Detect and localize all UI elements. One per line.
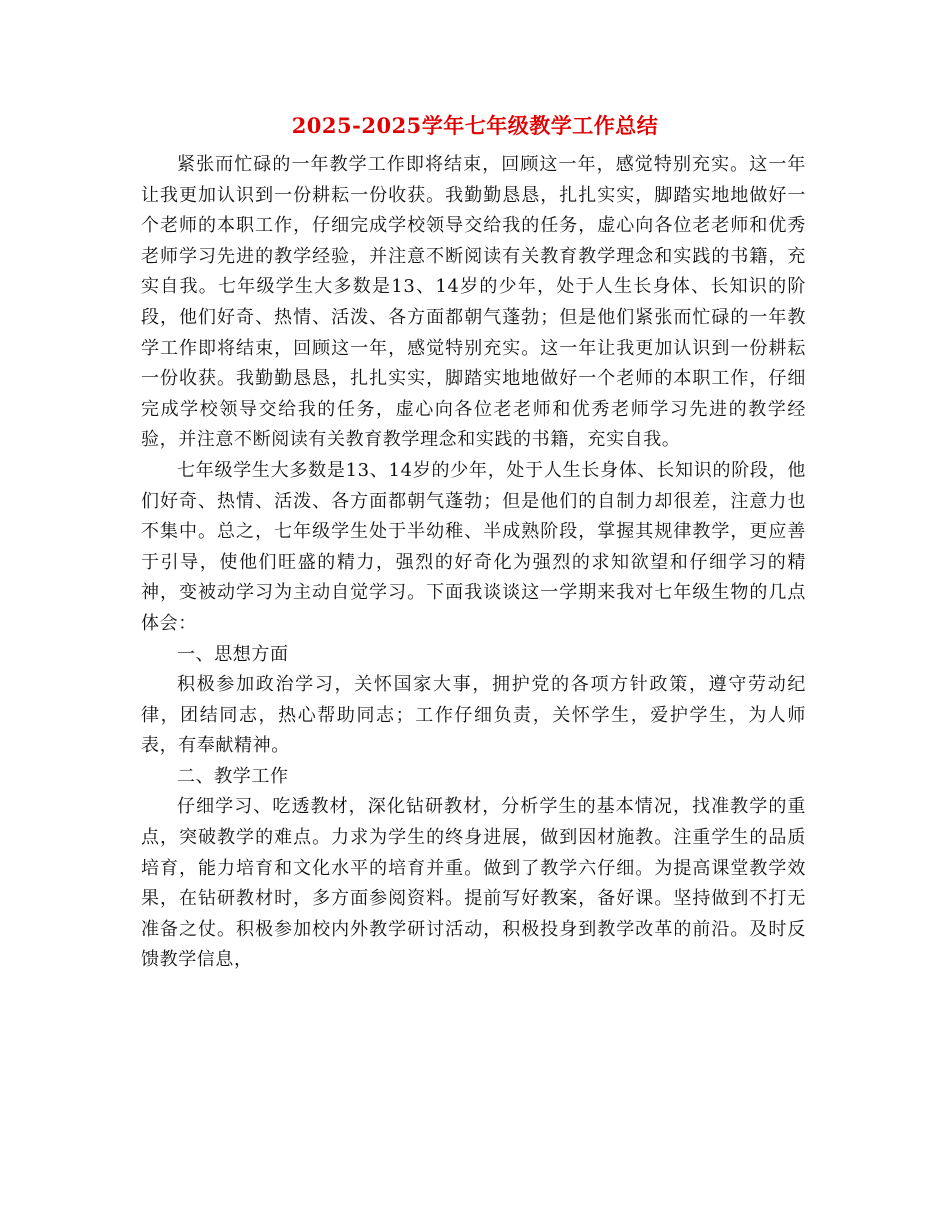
document-body xyxy=(141,150,806,976)
document-title: 2025-2025学年七年级教学工作总结 xyxy=(291,113,659,138)
paragraph-intro: 紧张而忙碌的一年教学工作即将结束，回顾这一年，感觉特别充实。这一年让我更加认识到一份耕耘一份收获。我勤勤恳恳，扎扎实实，脚踏实地地做好一个老师的本职工作，仔细完成学校领导交给我的任务，虚心向各位老老师和优秀老师学习先进的教学经验，并注意不断阅读有关教育教学理念和实践的书籍，充实自我。七年级学生大多数是13、14岁的少年，处于人生长身体、长知识的阶段，他们好奇、热情、活泼、各方面都朝气蓬勃；但是他们紧张而忙碌的一年教学工作即将结束，回顾这一年，感觉特别充实。这一年让我更加认识到一份耕耘一份收获。我勤勤恳恳，扎扎实实，脚踏实地地做好一个老师的本职工作，仔细完成学校领导交给我的任务，虚心向各位老老师和优秀老师学习先进的教学经验，并注意不断阅读有关教育教学理念和实践的书籍，充实自我。 xyxy=(141,154,806,451)
paragraph-thought: 积极参加政治学习，关怀国家大事，拥护党的各项方针政策，遵守劳动纪律，团结同志，热心帮助同志；工作仔细负责，关怀学生，爱护学生，为人师表，有奉献精神。 xyxy=(141,674,806,757)
section-heading-teaching: 二、教学工作 xyxy=(177,765,289,787)
paragraph-students: 七年级学生大多数是13、14岁的少年，处于人生长身体、长知识的阶段，他们好奇、热情、活泼、各方面都朝气蓬勃；但是他们的自制力却很差，注意力也不集中。总之，七年级学生处于半幼稚、半成熟阶段，掌握其规律教学，更应善于引导，使他们旺盛的精力，强烈的好奇化为强烈的求知欲望和仔细学习的精神，变被动学习为主动自觉学习。下面我谈谈这一学期来我对七年级生物的几点体会： xyxy=(141,459,806,634)
paragraph-teaching: 仔细学习、吃透教材，深化钻研教材，分析学生的基本情况，找准教学的重点，突破教学的难点。力求为学生的终身进展，做到因材施教。注重学生的品质培育，能力培育和文化水平的培育并重。做到了教学六仔细。为提高课堂教学效果，在钻研教材时，多方面参阅资料。提前写好教案，备好课。坚持做到不打无准备之仗。积极参加校内外教学研讨活动，积极投身到教学改革的前沿。及时反馈教学信息， xyxy=(141,796,806,971)
section-heading-thought: 一、思想方面 xyxy=(177,643,289,665)
